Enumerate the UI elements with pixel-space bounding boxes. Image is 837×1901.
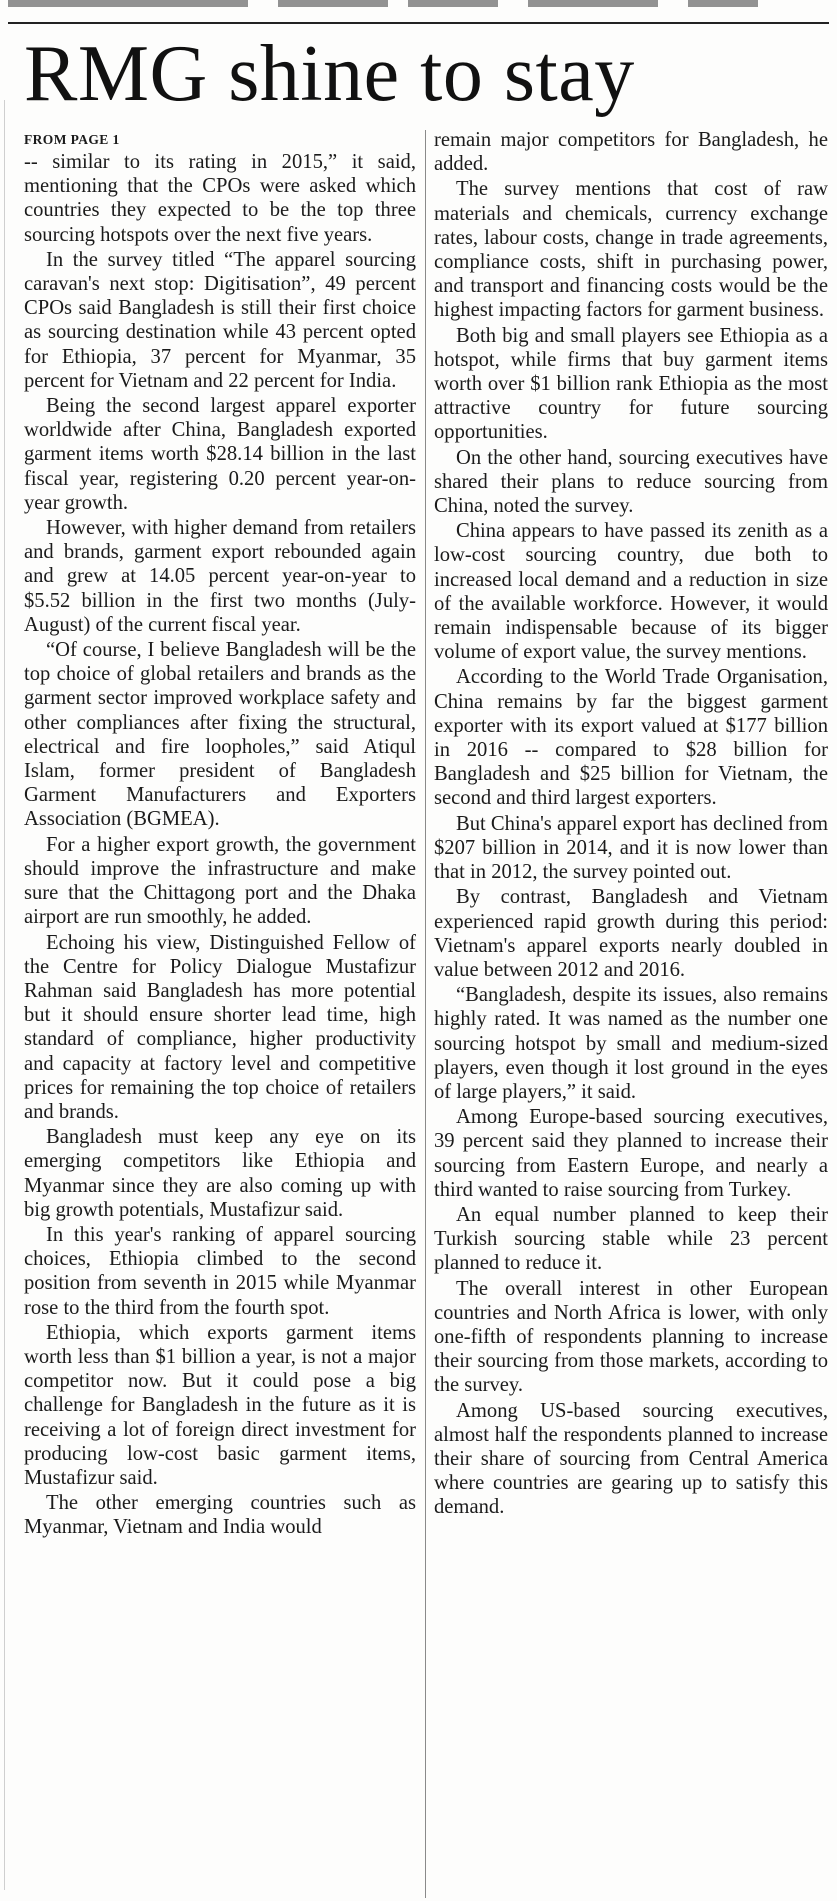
paragraph: In the survey titled “The apparel sourcing caravan's next stop: Digitisation”, 49 percent CPOs said Bangladesh is still their first choice as sourcing destination while 43 percent opted for Ethiopia, 37 percent for Myanmar, 35 percent for Vietnam and 22 percent for India. (24, 248, 416, 392)
paragraph: Both big and small players see Ethiopia as a hotspot, while firms that buy garment items worth over $1 billion rank Ethiopia as the most attractive country for future sourcing opportunities. (434, 324, 828, 444)
paragraph: According to the World Trade Organisation, China remains by far the biggest garment exporter with its export valued at $177 billion in 2016 -- compared to $28 billion for Bangladesh and $25 billion for Vietnam, the second and third largest exporters. (434, 666, 828, 810)
paragraph: “Bangladesh, despite its issues, also remains highly rated. It was named as the number one sourcing hotspot by small and medium-sized players, even though it lost ground in the eyes of large players,” it said. (434, 984, 828, 1103)
paragraph: However, with higher demand from retailers and brands, garment export rebounded again and grew at 14.05 percent year-on-year to $5.52 billion in the first two months (July-August) of the current fiscal year. (24, 517, 416, 636)
top-rule (8, 22, 829, 24)
paragraph: In this year's ranking of apparel sourcing choices, Ethiopia climbed to the second position from seventh in 2015 while Myanmar rose to the third from the fourth spot. (24, 1223, 416, 1319)
article-column-right (434, 128, 828, 1888)
paragraph: The other emerging countries such as Myanmar, Vietnam and India would (24, 1492, 416, 1539)
page-edge (4, 100, 5, 1890)
article-headline: RMG shine to stay (24, 30, 635, 118)
paragraph: -- similar to its rating in 2015,” it said, mentioning that the CPOs were asked which countries they expected to be the top three sourcing hotspots over the next five years. (24, 151, 416, 246)
article-column-left (24, 132, 416, 1892)
paragraph: For a higher export growth, the government should improve the infrastructure and make sure that the Chittagong port and the Dhaka airport are run smoothly, he added. (24, 833, 416, 929)
column-divider (425, 130, 426, 1898)
paragraph: By contrast, Bangladesh and Vietnam experienced rapid growth during this period: Vietnam's apparel exports nearly doubled in value between 2012 and 2016. (434, 886, 828, 981)
paragraph: Among Europe-based sourcing executives, 39 percent said they planned to increase their sourcing from Eastern Europe, and nearly a third wanted to raise sourcing from Turkey. (434, 1106, 828, 1201)
paragraph: Bangladesh must keep any eye on its emerging competitors like Ethiopia and Myanmar since they are also coming up with big growth potentials, Mustafizur said. (24, 1126, 416, 1221)
cropped-previous-line (8, 0, 829, 14)
paragraph: Echoing his view, Distinguished Fellow of the Centre for Policy Dialogue Mustafizur Rahman said Bangladesh has more potential but it should ensure shorter lead time, high standard of compliance, higher productivity and capacity at factory level and competitive prices for remaining the top choice of retailers and brands. (24, 931, 416, 1123)
paragraph: Ethiopia, which exports garment items worth less than $1 billion a year, is not a major competitor now. But it could pose a big challenge for Bangladesh in the future as it is receiving a lot of foreign direct investment for producing low-cost basic garment items, Mustafizur said. (24, 1321, 416, 1489)
continuation-kicker: FROM PAGE 1 (24, 132, 120, 147)
paragraph: China appears to have passed its zenith as a low-cost sourcing country, due both to increased local demand and a reduction in size of the available workforce. However, it would remain indispensable because of its bigger volume of export value, the survey mentions. (434, 520, 828, 664)
paragraph: But China's apparel export has declined from $207 billion in 2014, and it is now lower than that in 2012, the survey pointed out. (434, 812, 828, 884)
paragraph: The overall interest in other European countries and North Africa is lower, with only one-fifth of respondents planning to increase their sourcing from those markets, according to the survey. (434, 1277, 828, 1397)
paragraph: remain major competitors for Bangladesh, he added. (434, 129, 828, 176)
paragraph: The survey mentions that cost of raw materials and chemicals, currency exchange rates, labour costs, change in trade agreements, compliance costs, shift in purchasing power, and transport and financing costs would be the highest impacting factors for garment business. (434, 178, 828, 322)
paragraph: Being the second largest apparel exporter worldwide after China, Bangladesh exported garment items worth $28.14 billion in the last fiscal year, registering 0.20 percent year-on-year growth. (24, 395, 416, 514)
paragraph: “Of course, I believe Bangladesh will be the top choice of global retailers and brands as the garment sector improved workplace safety and other compliances after fixing the structural, electrical and fire loopholes,” said Atiqul Islam, former president of Bangladesh Garment Manufacturers and Exporters Association (BGMEA). (24, 639, 416, 831)
paragraph: Among US-based sourcing executives, almost half the respondents planned to increase their share of sourcing from Central America where countries are gearing up to satisfy this demand. (434, 1399, 828, 1519)
paragraph: An equal number planned to keep their Turkish sourcing stable while 23 percent planned to reduce it. (434, 1203, 828, 1275)
paragraph: On the other hand, sourcing executives have shared their plans to reduce sourcing from China, noted the survey. (434, 446, 828, 518)
